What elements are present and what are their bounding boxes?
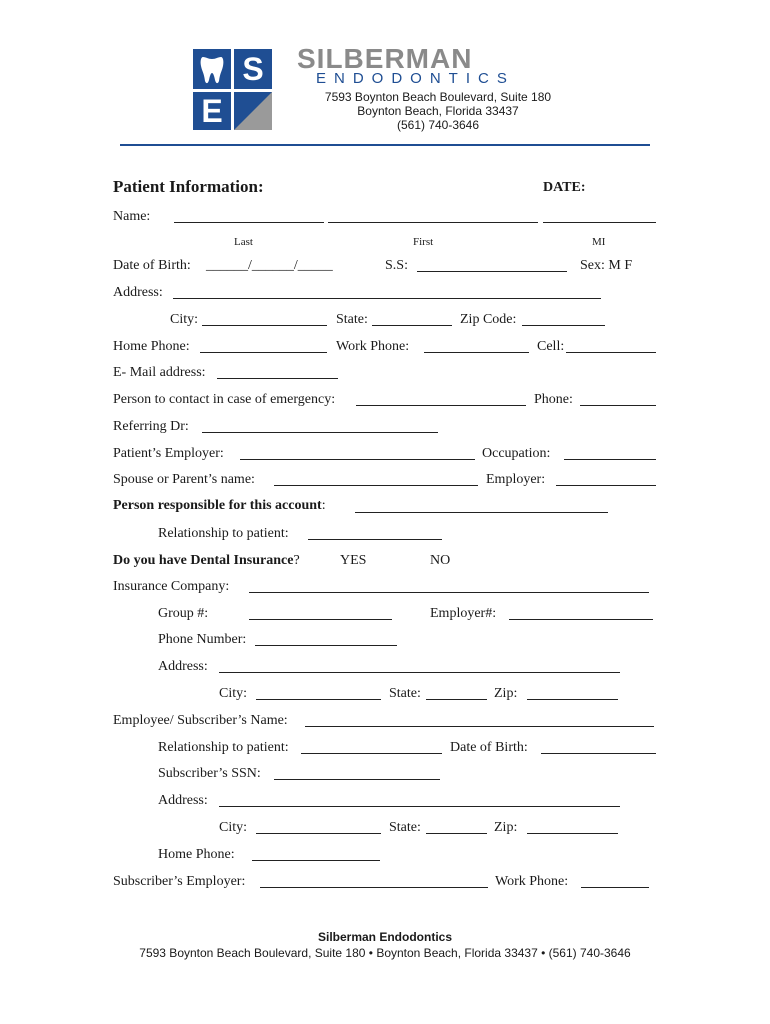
emergency-contact-field[interactable] <box>356 405 526 406</box>
cell-label: Cell: <box>537 339 565 354</box>
insurance-zip-label: Zip: <box>494 686 518 701</box>
dob-label: Date of Birth: <box>113 258 191 273</box>
address-label: Address: <box>113 285 163 300</box>
first-caption: First <box>413 236 434 248</box>
spouse-employer-field[interactable] <box>556 485 656 486</box>
logo-s-square <box>234 49 272 89</box>
responsible-label: Person responsible for this account: <box>113 498 326 513</box>
mi-field[interactable] <box>543 222 656 223</box>
state-label: State: <box>336 312 368 327</box>
cell-field[interactable] <box>566 352 656 353</box>
emergency-phone-label: Phone: <box>534 392 573 407</box>
emergency-contact-label: Person to contact in case of emergency: <box>113 392 336 407</box>
insurance-phone-label: Phone Number: <box>158 632 247 647</box>
logo-tooth-square <box>193 49 231 89</box>
subscriber-relationship-field[interactable] <box>301 753 442 754</box>
subscriber-name-field[interactable] <box>305 726 654 727</box>
spouse-name-field[interactable] <box>274 485 478 486</box>
subscriber-work-phone-field[interactable] <box>581 887 649 888</box>
patient-employer-field[interactable] <box>240 459 475 460</box>
tooth-icon <box>193 49 231 89</box>
last-name-field[interactable] <box>174 222 324 223</box>
header-address-line2: Boynton Beach, Florida 33437 <box>357 104 519 118</box>
subscriber-zip-label: Zip: <box>494 820 518 835</box>
email-field[interactable] <box>217 378 338 379</box>
dob-field[interactable]: ______/______/_____ <box>206 258 333 273</box>
insurance-city-label: City: <box>219 686 248 701</box>
city-field[interactable] <box>202 325 327 326</box>
header-phone: (561) 740-3646 <box>396 118 480 132</box>
subscriber-ssn-field[interactable] <box>274 779 440 780</box>
subscriber-dob-label: Date of Birth: <box>450 740 528 755</box>
header-address-line1: 7593 Boynton Beach Boulevard, Suite 180 <box>324 90 552 104</box>
work-phone-field[interactable] <box>424 352 529 353</box>
mi-caption: MI <box>592 236 606 248</box>
work-phone-label: Work Phone: <box>336 339 410 354</box>
insurance-no-option[interactable]: NO <box>430 553 451 568</box>
subscriber-zip-field[interactable] <box>527 833 618 834</box>
logo-diagonal-square <box>234 92 272 130</box>
referring-dr-label: Referring Dr: <box>113 419 189 434</box>
group-number-field[interactable] <box>249 619 392 620</box>
address-field[interactable] <box>173 298 601 299</box>
employer-number-field[interactable] <box>509 619 653 620</box>
spouse-name-label: Spouse or Parent’s name: <box>113 472 255 487</box>
subscriber-home-phone-field[interactable] <box>252 860 380 861</box>
header-divider <box>120 144 650 146</box>
insurance-question: Do you have Dental Insurance? <box>113 553 300 568</box>
subscriber-state-label: State: <box>389 820 421 835</box>
ss-field[interactable] <box>417 271 567 272</box>
date-label: DATE: <box>543 180 586 195</box>
subscriber-address-label: Address: <box>158 793 208 808</box>
zip-label: Zip Code: <box>460 312 517 327</box>
insurance-zip-field[interactable] <box>527 699 618 700</box>
first-name-field[interactable] <box>328 222 538 223</box>
subscriber-employer-field[interactable] <box>260 887 488 888</box>
ss-label: S.S: <box>385 258 408 273</box>
footer-name: Silberman Endodontics <box>317 930 452 944</box>
name-label: Name: <box>113 209 151 224</box>
email-label: E- Mail address: <box>113 365 206 380</box>
subscriber-home-phone-label: Home Phone: <box>158 847 235 862</box>
subscriber-ssn-label: Subscriber’s SSN: <box>158 766 261 781</box>
group-number-label: Group #: <box>158 606 209 621</box>
subscriber-name-label: Employee/ Subscriber’s Name: <box>113 713 288 728</box>
relationship-field[interactable] <box>308 539 442 540</box>
subscriber-dob-field[interactable] <box>541 753 656 754</box>
home-phone-label: Home Phone: <box>113 339 190 354</box>
insurance-address-label: Address: <box>158 659 208 674</box>
subscriber-address-field[interactable] <box>219 806 620 807</box>
insurance-state-label: State: <box>389 686 421 701</box>
occupation-field[interactable] <box>564 459 656 460</box>
city-label: City: <box>170 312 199 327</box>
insurance-phone-field[interactable] <box>255 645 397 646</box>
insurance-state-field[interactable] <box>426 699 487 700</box>
logo-e-square <box>193 92 231 130</box>
logo-letter-s: S <box>242 51 264 87</box>
subscriber-state-field[interactable] <box>426 833 487 834</box>
relationship-label: Relationship to patient: <box>158 526 289 541</box>
insurance-company-field[interactable] <box>249 592 649 593</box>
spouse-employer-label: Employer: <box>486 472 546 487</box>
occupation-label: Occupation: <box>482 446 551 461</box>
zip-field[interactable] <box>522 325 605 326</box>
form-title: Patient Information: <box>113 177 264 196</box>
subscriber-employer-label: Subscriber’s Employer: <box>113 874 246 889</box>
insurance-company-label: Insurance Company: <box>113 579 230 594</box>
responsible-field[interactable] <box>355 512 608 513</box>
subscriber-city-field[interactable] <box>256 833 381 834</box>
subscriber-city-label: City: <box>219 820 248 835</box>
last-caption: Last <box>234 236 253 248</box>
state-field[interactable] <box>372 325 452 326</box>
subscriber-work-phone-label: Work Phone: <box>495 874 569 889</box>
insurance-city-field[interactable] <box>256 699 381 700</box>
subscriber-relationship-label: Relationship to patient: <box>158 740 289 755</box>
emergency-phone-field[interactable] <box>580 405 656 406</box>
insurance-address-field[interactable] <box>219 672 620 673</box>
patient-employer-label: Patient’s Employer: <box>113 446 224 461</box>
employer-number-label: Employer#: <box>430 606 497 621</box>
home-phone-field[interactable] <box>200 352 327 353</box>
brand-name: SILBERMAN <box>297 43 473 74</box>
logo-letter-e: E <box>201 93 223 129</box>
brand-subtitle: ENDODONTICS <box>316 70 515 87</box>
sex-label[interactable]: Sex: M F <box>580 258 633 273</box>
referring-dr-field[interactable] <box>202 432 438 433</box>
insurance-yes-option[interactable]: YES <box>340 553 367 568</box>
footer-address: 7593 Boynton Beach Boulevard, Suite 180 • Boynton Beach, Florida 33437 • (561) 740-3646 <box>139 946 631 960</box>
